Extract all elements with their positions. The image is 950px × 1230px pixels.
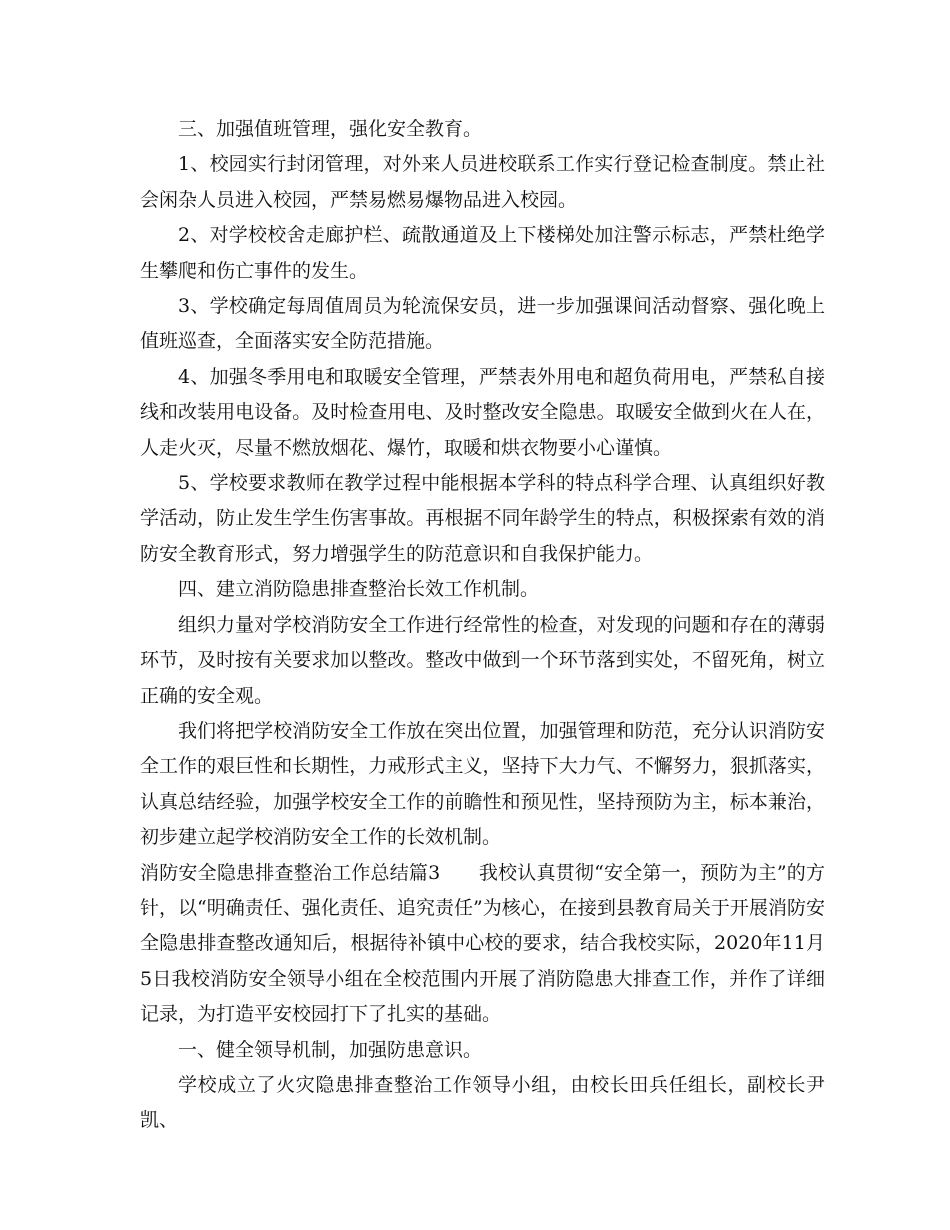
- paragraph-leadership: 学校成立了火灾隐患排查整治工作领导小组，由校长田兵任组长，副校长尹凯、: [140, 1073, 825, 1132]
- section-heading-1: 一、健全领导机制，加强防患意识。: [178, 1038, 483, 1061]
- paragraph-inspection: 组织力量对学校消防安全工作进行经常性的检查，对发现的问题和存在的薄弱环节，及时按有关要求加以整改。整改中做到一个环节落到实处，不留死角，树立正确的安全观。: [140, 613, 825, 707]
- document-body: [140, 112, 825, 1139]
- paragraph-item-3: 3、学校确定每周值周员为轮流保安员，进一步加强课间活动督察、强化晚上值班巡查，全面落实安全防范措施。: [140, 295, 825, 353]
- paragraph-item-4: 4、加强冬季用电和取暖安全管理，严禁表外用电和超负荷用电，严禁私自接线和改装用电设备。及时检查用电、及时整改安全隐患。取暖安全做到火在人在，人走火灭，尽量不燃放烟花、爆竹，取暖和烘衣物要小心谨慎。: [140, 365, 825, 459]
- paragraph-item-1: 1、校园实行封闭管理，对外来人员进校联系工作实行登记检查制度。禁止社会闲杂人员进入校园，严禁易燃易爆物品进入校园。: [140, 153, 825, 211]
- article-3-intro: 消防安全隐患排查整治工作总结篇3 我校认真贯彻“安全第一，预防为主”的方针，以“明确责任、强化责任、追究责任”为核心，在接到县教育局关于开展消防安全隐患排查整改通知后，根据待补镇中心校的要求，结合我校实际，2020年11月5日我校消防安全领导小组在全校范围内开展了消防隐患大排查工作，并作了详细记录，为打造平安校园打下了扎实的基础。: [140, 861, 825, 1026]
- paragraph-item-5: 5、学校要求教师在教学过程中能根据本学科的特点科学合理、认真组织好教学活动，防止发生学生伤害事故。再根据不同年龄学生的特点，积极探索有效的消防安全教育形式，努力增强学生的防范意识和自我保护能力。: [140, 472, 825, 565]
- paragraph-item-2: 2、对学校校舍走廊护栏、疏散通道及上下楼梯处加注警示标志，严禁杜绝学生攀爬和伤亡事件的发生。: [140, 224, 825, 282]
- section-heading-4: 四、建立消防隐患排查整治长效工作机制。: [178, 578, 540, 601]
- section-heading-3: 三、加强值班管理，强化安全教育。: [178, 118, 483, 140]
- paragraph-conclusion: 我们将把学校消防安全工作放在突出位置，加强管理和防范，充分认识消防安全工作的艰巨性和长期性，力戒形式主义，坚持下大力气、不懈努力，狠抓落实，认真总结经验，加强学校安全工作的前瞻性和预见性，坚持预防为主，标本兼治，初步建立起学校消防安全工作的长效机制。: [140, 719, 825, 849]
